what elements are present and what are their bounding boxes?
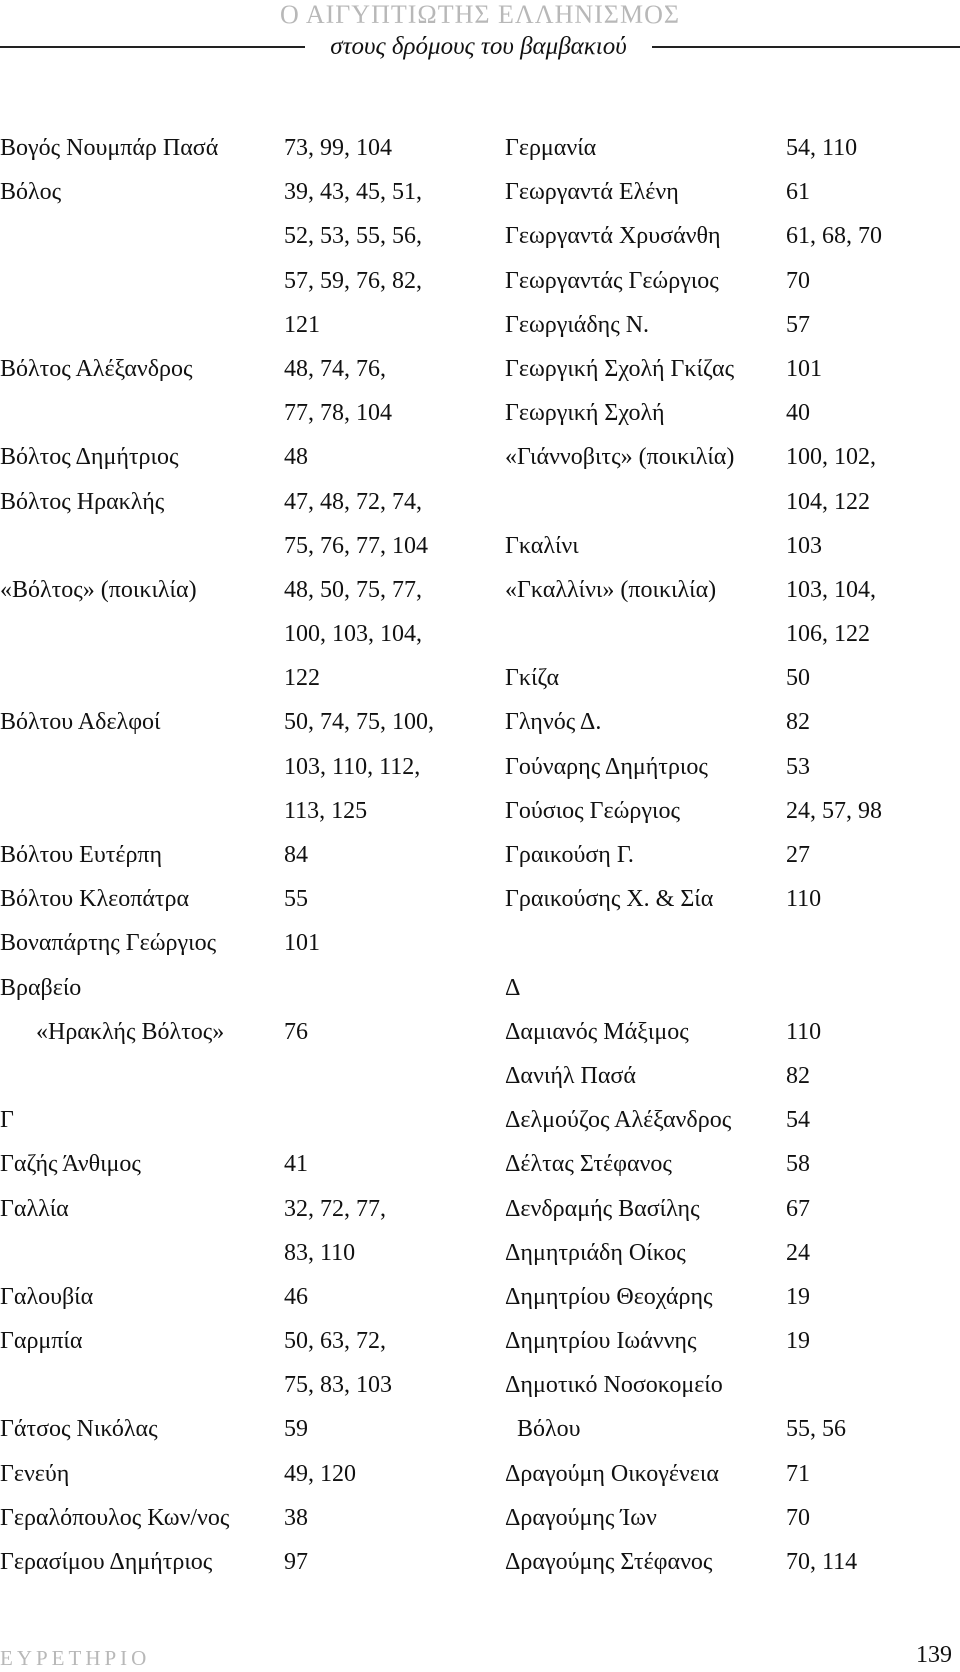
index-entry-name: Γαζής Άνθιμος [0,1151,141,1178]
index-entry [0,435,470,479]
index-entry-name: Γερμανία [505,135,597,161]
index-entry [0,789,470,833]
index-entry-name: Γούσιος Γεώργιος [505,797,680,824]
index-entry-pages: 53 [786,753,810,780]
index-entry-pages: 71 [786,1460,810,1487]
index-entry [505,1540,960,1584]
index-entry-name: Δέλτας Στέφανος [505,1151,672,1178]
index-entry-pages: 61 [786,179,810,206]
running-header-subtitle-row [0,32,960,62]
index-entry-pages: 75, 76, 77, 104 [284,532,428,559]
index-entry-pages: 55, 56 [786,1416,846,1443]
index-entry-pages: 19 [786,1328,810,1355]
index-entry [0,1098,470,1142]
index-entry-name: Βόλτος Ηρακλής [0,488,165,515]
index-entry [505,214,960,258]
index-entry [505,656,960,700]
index-entry-pages: 75, 83, 103 [284,1372,392,1399]
index-entry-pages: 48, 74, 76, [284,355,386,382]
index-entry-name: Γαλλία [0,1195,69,1222]
index-entry-name: Βογός Νουμπάρ Πασά [0,135,219,161]
index-entry [0,524,470,568]
index-entry [0,656,470,700]
index-entry-pages: 57 [786,311,810,338]
index-entry-pages: 54, 110 [786,135,858,161]
index-entry-name: Βόλτου Αδελφοί [0,709,161,736]
index-entry [505,435,960,479]
index-entry-pages: 50, 74, 75, 100, [284,709,434,736]
index-entry [0,921,470,965]
index-entry [0,1010,470,1054]
index-entry [0,568,470,612]
index-entry-pages: 47, 48, 72, 74, [284,488,422,515]
index-entry [0,259,470,303]
index-entry-pages: 50 [786,665,810,692]
index-entry-pages: 70 [786,1504,810,1531]
index-entry [505,480,960,524]
index-entry-pages: 101 [786,355,822,382]
index-entry [505,170,960,214]
index-entry-name: Γαρμπία [0,1328,83,1355]
index-entry-pages: 84 [284,842,308,868]
index-entry-pages: 100, 102, [786,444,876,471]
index-entry [0,700,470,744]
index-entry-name: Γκαλίνι [505,532,579,559]
index-entry-pages: 103 [786,532,822,559]
index-entry-pages: 82 [786,1062,810,1089]
index-entry [0,214,470,258]
index-entry [0,745,470,789]
index-entry [0,480,470,524]
index-entry-pages: 49, 120 [284,1460,356,1487]
index-entry [0,1452,470,1496]
index-entry-name: Δενδραμής Βασίλης [505,1195,700,1222]
index-column-right [505,126,960,1584]
header-rule-left [0,46,305,48]
index-entry-name: Γεωργαντάς Γεώργιος [505,267,719,294]
index-entry-pages: 48, 50, 75, 77, [284,576,422,603]
index-entry [505,568,960,612]
index-entry [505,391,960,435]
header-rule-right [652,46,960,48]
index-entry [0,1540,470,1584]
index-entry [0,1275,470,1319]
index-entry-pages: 52, 53, 55, 56, [284,223,422,250]
index-entry [0,833,470,877]
index-entry [505,1098,960,1142]
index-entry [505,1407,960,1451]
index-entry [505,700,960,744]
index-entry [505,877,960,921]
index-entry-pages: 110 [786,886,822,913]
index-entry [505,966,960,1010]
index-entry-name: Γαλουβία [0,1283,94,1310]
index-entry-pages: 122 [284,665,320,692]
index-entry-name: Δημοτικό Νοσοκομείο [505,1372,723,1399]
index-entry [505,259,960,303]
index-entry [0,303,470,347]
index-entry [0,1054,470,1098]
index-entry [505,1054,960,1098]
index-entry [505,745,960,789]
index-entry-pages: 113, 125 [284,797,368,824]
index-column-left [0,126,470,1584]
running-header-title: Ο ΑΙΓΥΠΤΙΩΤΗΣ ΕΛΛΗΝΙΣΜΟΣ [280,0,680,29]
index-entry-pages: 82 [786,709,810,736]
index-entry [0,126,470,170]
index-entry-name: Γραικούσης Χ. & Σία [505,886,714,913]
index-entry-name: Βόλου [517,1416,581,1443]
index-entry-pages: 39, 43, 45, 51, [284,179,422,206]
index-entry-pages: 73, 99, 104 [284,135,392,161]
index-entry-pages: 76 [284,1018,308,1045]
index-entry [505,1231,960,1275]
index-entry [0,612,470,656]
index-entry-pages: 50, 63, 72, [284,1328,386,1355]
index-entry-name: Γ [0,1107,14,1134]
index-entry [0,1319,470,1363]
index-entry-pages: 32, 72, 77, [284,1195,386,1222]
index-entry [505,1452,960,1496]
footer-section-label: ΕΥΡΕΤΗΡΙΟ [0,1646,151,1670]
index-entry-pages: 58 [786,1151,810,1178]
index-entry-name: «Ηρακλής Βόλτος» [36,1018,225,1045]
index-entry-pages: 103, 110, 112, [284,753,421,780]
index-entry [505,1010,960,1054]
index-entry-name: Γεωργαντά Χρυσάνθη [505,223,721,250]
index-entry [0,1407,470,1451]
index-entry [505,833,960,877]
index-entry [505,524,960,568]
index-entry-name: Βόλος [0,179,62,206]
index-entry-pages: 110 [786,1018,822,1045]
index-entry-pages: 67 [786,1195,810,1222]
index-entry-pages: 24, 57, 98 [786,797,882,824]
index-entry [505,303,960,347]
index-entry-pages: 70 [786,267,810,294]
index-entry [0,1363,470,1407]
index-entry-pages: 54 [786,1107,810,1134]
index-entry-name: Γεραλόπουλος Κων/νος [0,1504,230,1531]
index-entry-pages: 77, 78, 104 [284,400,392,427]
index-entry-name: Γραικούση Γ. [505,842,634,868]
index-entry [505,1319,960,1363]
index-entry-pages: 55 [284,886,308,913]
index-entry-name: Δελμούζος Αλέξανδρος [505,1107,732,1134]
index-entry-name: Δημητρίου Ιωάννης [505,1328,697,1355]
index-entry-name: Δημητρίου Θεοχάρης [505,1283,713,1310]
index-entry [505,1275,960,1319]
index-entry-name: Δραγούμης Ίων [505,1504,657,1531]
index-entry-name: Βόλτου Κλεοπάτρα [0,886,190,913]
index-entry-name: Δανιήλ Πασά [505,1062,636,1089]
index-entry-pages: 19 [786,1283,810,1310]
index-entry-pages: 100, 103, 104, [284,621,422,648]
index-entry-pages: 27 [786,842,810,868]
index-entry-pages: 40 [786,400,810,427]
index-entry [505,921,960,965]
index-entry [0,1496,470,1540]
index-entry-name: Γεωργική Σχολή [505,400,665,427]
index-entry-name: Γερασίμου Δημήτριος [0,1549,213,1575]
index-entry-name: Δημητριάδη Οίκος [505,1239,686,1266]
index-entry-name: Γληνός Δ. [505,709,602,736]
index-entry [0,170,470,214]
index-entry-name: Γάτσος Νικόλας [0,1416,158,1443]
index-entry-pages: 46 [284,1283,308,1310]
index-entry-name: «Γιάννοβιτς» (ποικιλία) [505,444,735,471]
index-entry [505,1187,960,1231]
index-entry [505,1142,960,1186]
index-entry [505,1363,960,1407]
index-entry-pages: 57, 59, 76, 82, [284,267,422,294]
index-entry-pages: 61, 68, 70 [786,223,882,250]
index-entry-pages: 59 [284,1416,308,1443]
page-number: 139 [916,1642,952,1668]
index-entry-pages: 48 [284,444,308,471]
index-entry-name: «Γκαλλίνι» (ποικιλία) [505,576,717,603]
index-entry [505,789,960,833]
index-entry-name: Γεωργαντά Ελένη [505,179,679,206]
index-entry-name: Βόλτος Αλέξανδρος [0,355,193,382]
index-entry [0,391,470,435]
index-entry-pages: 24 [786,1239,810,1266]
index-entry-name: Βόλτος Δημήτριος [0,444,179,471]
running-header-subtitle: στους δρόμους του βαμβακιού [330,33,627,60]
index-entry-name: Βραβείο [0,974,82,1001]
index-entry-name: Γενεύη [0,1460,70,1487]
index-entry [0,966,470,1010]
index-entry-name: Δ [505,974,521,1001]
index-entry-pages: 121 [284,311,320,338]
index-entry [0,877,470,921]
index-entry-pages: 101 [284,930,320,957]
index-entry-pages: 106, 122 [786,621,870,648]
index-entry [0,1231,470,1275]
index-entry [505,347,960,391]
index-entry-pages: 83, 110 [284,1239,356,1266]
index-entry-name: «Βόλτος» (ποικιλία) [0,576,197,603]
index-entry-name: Δραγούμη Οικογένεια [505,1460,719,1487]
index-entry [505,612,960,656]
index-entry-name: Βόλτου Ευτέρπη [0,842,163,868]
index-entry-pages: 103, 104, [786,576,876,603]
index-entry [0,1187,470,1231]
index-entry [0,1142,470,1186]
index-entry [0,347,470,391]
index-entry-pages: 41 [284,1151,308,1178]
index-entry-pages: 97 [284,1549,308,1575]
index-entry-name: Γούναρης Δημήτριος [505,753,708,780]
index-entry-name: Γεωργική Σχολή Γκίζας [505,355,735,382]
index-entry-pages: 38 [284,1504,308,1531]
index-entry-pages: 70, 114 [786,1549,858,1575]
index-entry-name: Γκίζα [505,665,560,692]
index-entry-name: Γεωργιάδης Ν. [505,311,650,338]
index-entry-name: Δαμιανός Μάξιμος [505,1018,689,1045]
index-entry [505,126,960,170]
index-entry-name: Δραγούμης Στέφανος [505,1549,713,1575]
index-entry-name: Βοναπάρτης Γεώργιος [0,930,217,957]
index-entry [505,1496,960,1540]
index-entry-pages: 104, 122 [786,488,870,515]
